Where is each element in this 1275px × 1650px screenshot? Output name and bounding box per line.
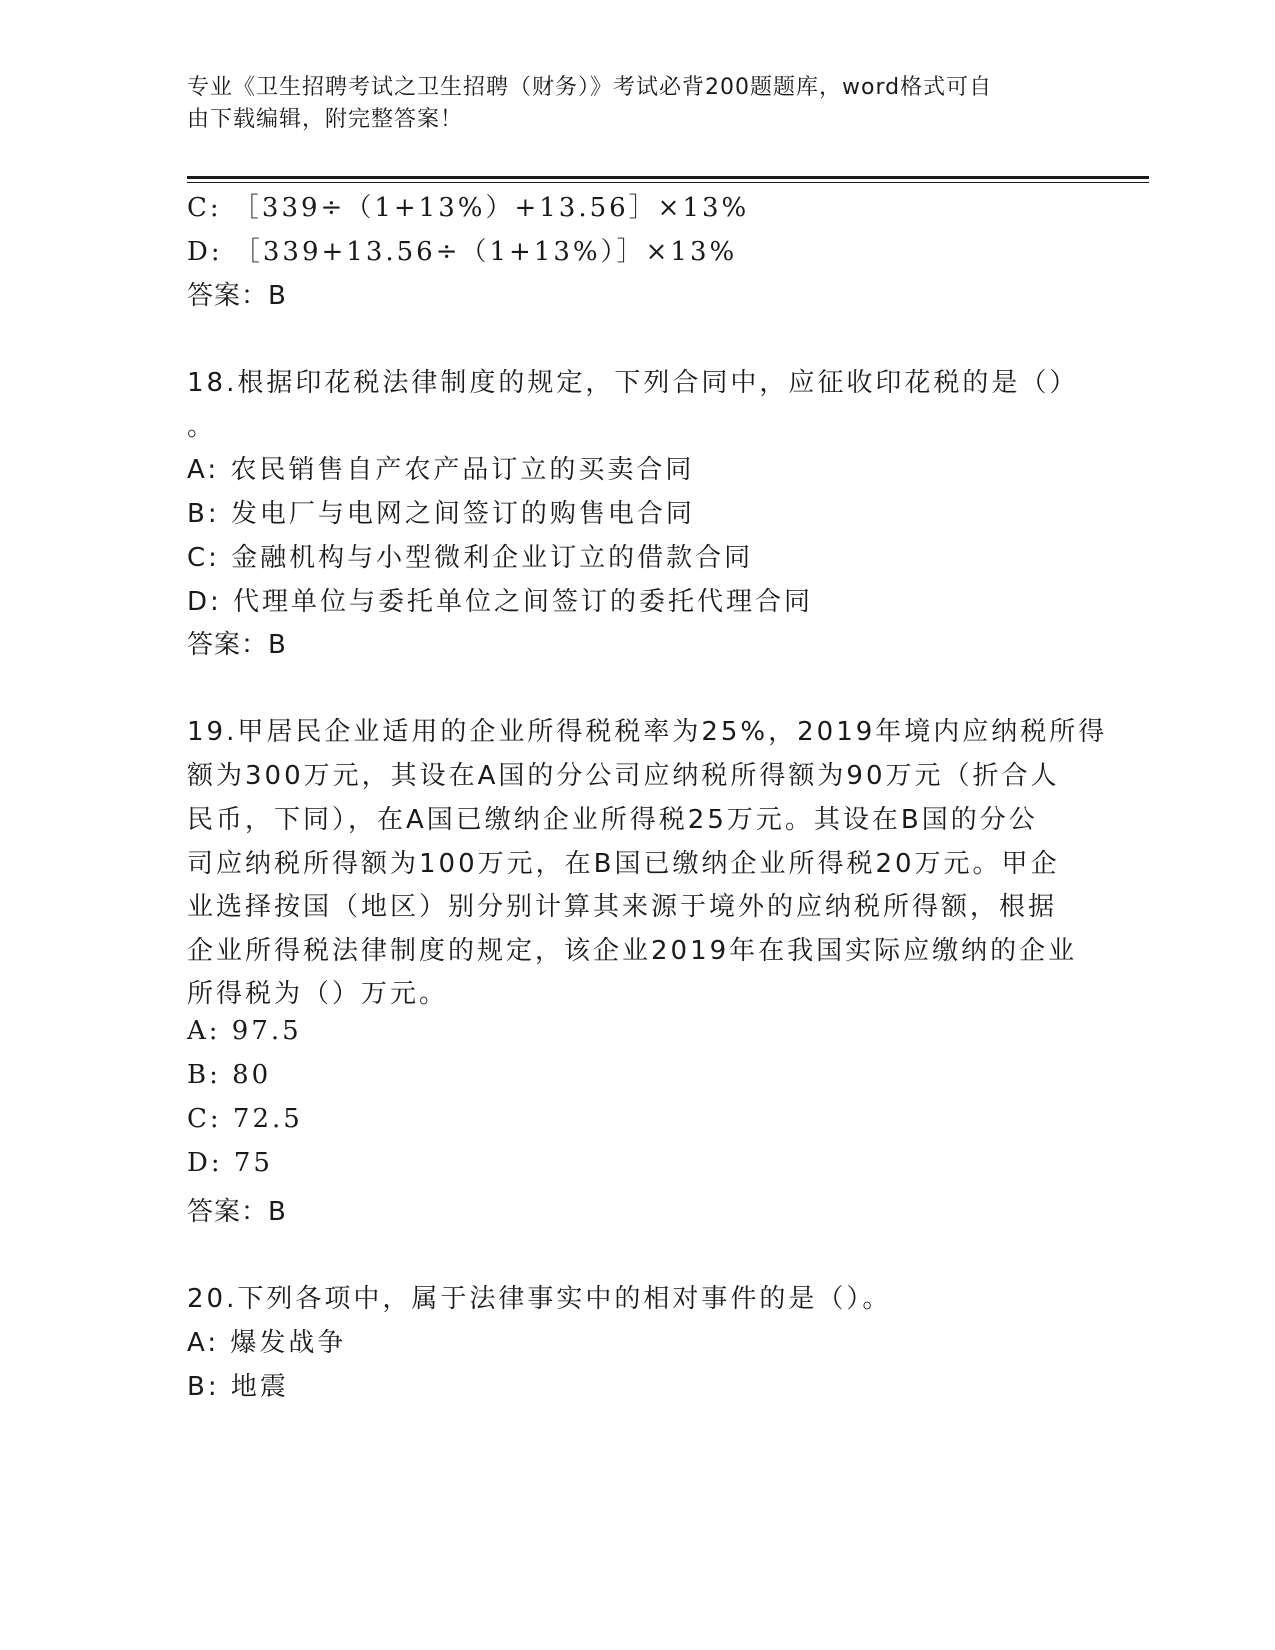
q18-option-d: D: 代理单位与委托单位之间签订的委托代理合同 xyxy=(187,587,814,617)
q18-option-c: C: 金融机构与小型微利企业订立的借款合同 xyxy=(187,543,754,573)
q19-option-d: D: 75 xyxy=(187,1148,273,1178)
header-divider-thick xyxy=(187,176,1149,179)
q19-stem-line-2: 额为300万元，其设在A国的分公司应纳税所得额为90万元（折合人 xyxy=(187,761,1060,791)
q18-option-a: A: 农民销售自产农产品订立的买卖合同 xyxy=(187,455,695,485)
q19-stem-line-1: 19.甲居民企业适用的企业所得税税率为25%，2019年境内应纳税所得 xyxy=(187,717,1108,747)
q17-option-d: D: ［339+13.56÷（1+13%）］×13% xyxy=(187,237,738,267)
q19-stem-line-5: 业选择按国（地区）别分别计算其来源于境外的应纳税所得额，根据 xyxy=(187,892,1058,922)
header-line-1: 专业《卫生招聘考试之卫生招聘（财务）》考试必背200题题库，word格式可自 xyxy=(187,75,993,100)
q18-option-b: B: 发电厂与电网之间签订的购售电合同 xyxy=(187,499,695,529)
q19-stem-line-4: 司应纳税所得额为100万元，在B国已缴纳企业所得税20万元。甲企 xyxy=(187,849,1060,879)
header-divider-thin xyxy=(187,182,1149,183)
q18-stem-line-1: 18.根据印花税法律制度的规定，下列合同中，应征收印花税的是（） xyxy=(187,368,1079,398)
q18-stem-line-2: 。 xyxy=(187,412,217,442)
q19-stem-line-3: 民币，下同），在A国已缴纳企业所得税25万元。其设在B国的分公 xyxy=(187,805,1038,835)
q18-answer: 答案：B xyxy=(187,630,287,660)
header-line-2: 由下载编辑，附完整答案！ xyxy=(187,107,464,132)
q19-answer: 答案：B xyxy=(187,1197,287,1227)
q19-option-c: C: 72.5 xyxy=(187,1104,303,1134)
q17-answer: 答案：B xyxy=(187,281,287,311)
document-header xyxy=(187,72,1067,136)
q20-option-a: A: 爆发战争 xyxy=(187,1328,347,1358)
q19-option-b: B: 80 xyxy=(187,1060,272,1090)
q20-option-b: B: 地震 xyxy=(187,1372,289,1402)
q19-stem-line-6: 企业所得税法律制度的规定，该企业2019年在我国实际应缴纳的企业 xyxy=(187,936,1078,966)
q19-stem-line-7: 所得税为（）万元。 xyxy=(187,979,449,1009)
q19-option-a: A: 97.5 xyxy=(187,1016,302,1046)
q17-option-c: C: ［339÷（1+13%）+13.56］×13% xyxy=(187,193,750,223)
q20-stem-line-1: 20.下列各项中，属于法律事实中的相对事件的是（）。 xyxy=(187,1284,892,1314)
